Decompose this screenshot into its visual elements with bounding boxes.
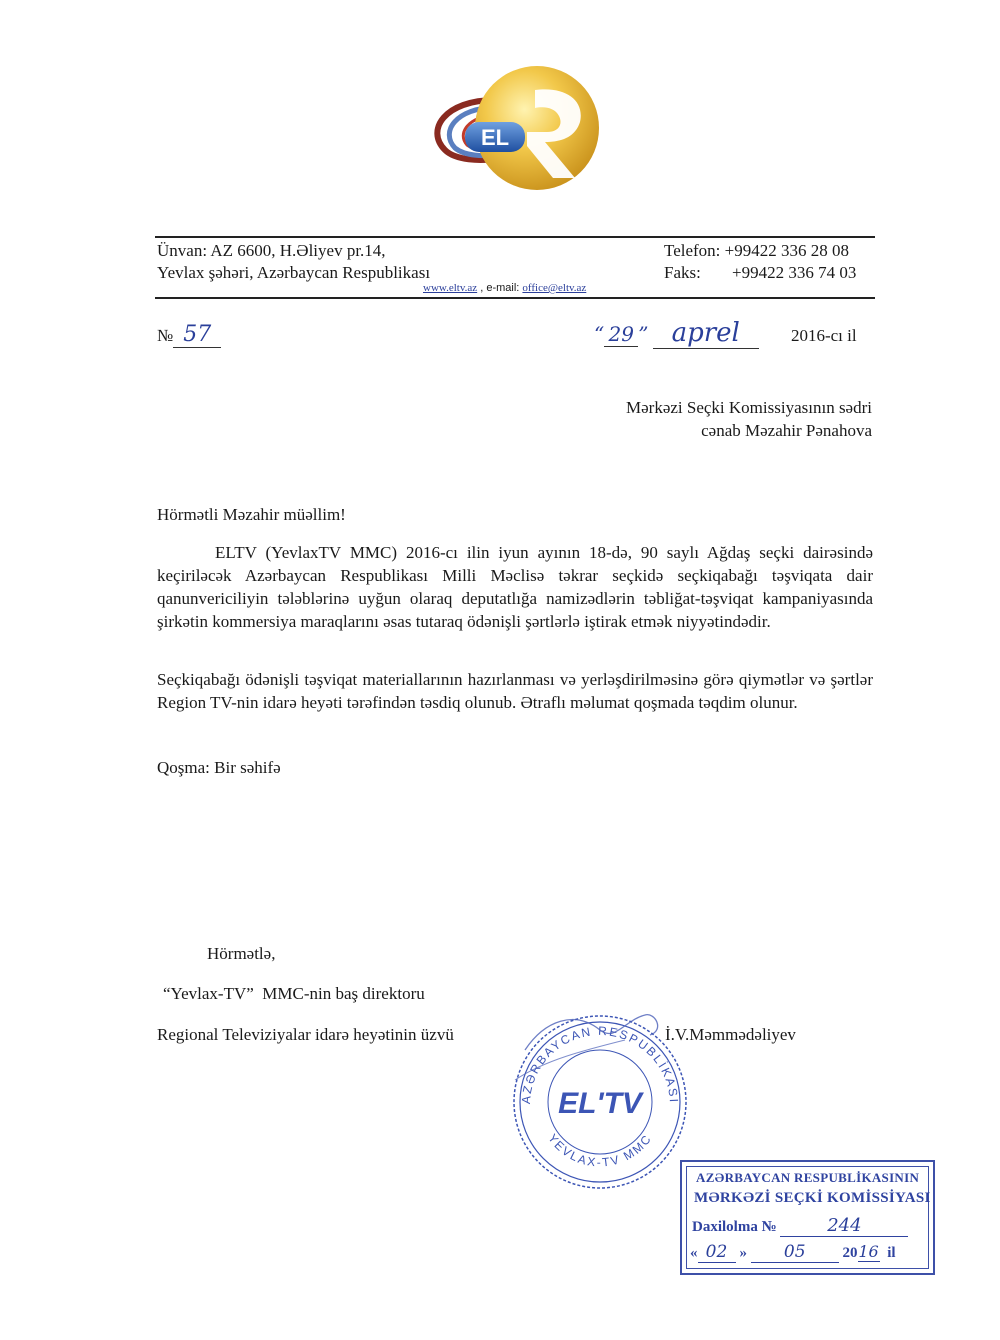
body-paragraph-2: Seçkiqabağı ödənişli təşviqat materiallarının hazırlanması və yerləşdirilməsinə görə qiymətlər və şərtlər Region TV-nin idarə heyəti tərəfindən təsdiq olunub. Ətraflı məlumat qoşmada təqdim olunur. xyxy=(157,670,873,712)
stamp-month: 05 xyxy=(751,1242,839,1263)
stamp-year-prefix: 20 xyxy=(842,1245,858,1261)
stamp-year-suffix: 16 xyxy=(858,1242,879,1261)
address-line-2: Yevlax şəhəri, Azərbaycan Respublikası xyxy=(157,263,431,282)
stamp-line-2: MƏRKƏZİ SEÇKİ KOMİSSİYASI xyxy=(694,1190,931,1206)
attachment-note: Qoşma: Bir səhifə xyxy=(157,758,281,777)
header-bottom-rule xyxy=(155,297,875,299)
seal-icon xyxy=(505,1010,695,1195)
fax-label: Faks: xyxy=(664,263,701,282)
seal-ring-top: AZƏRBAYCAN RESPUBLİKASI xyxy=(518,1023,682,1105)
signatory-name: İ.V.Məmmədəliyev xyxy=(665,1025,796,1044)
contact-links xyxy=(423,282,586,294)
date-year: 2016-cı il xyxy=(790,326,857,345)
phone-number: Telefon: +99422 336 28 08 xyxy=(664,241,849,260)
company-logo xyxy=(425,60,610,200)
recipient-line-2: cənab Məzahir Pənahova xyxy=(701,421,872,440)
registration-stamp xyxy=(680,1160,935,1275)
number-label: № xyxy=(157,326,174,345)
stamp-reg-label: Daxilolma № xyxy=(692,1219,777,1235)
email-label: , e-mail: xyxy=(480,282,520,294)
stamp-day: 02 xyxy=(698,1242,736,1263)
stamp-close-quote: » xyxy=(739,1245,747,1261)
eltv-logo-icon xyxy=(425,60,610,200)
recipient-block xyxy=(626,396,872,442)
seal-center-text: EL'TV xyxy=(558,1087,642,1120)
website-link[interactable]: www.eltv.az xyxy=(423,282,478,294)
address-line-1: Ünvan: AZ 6600, H.Əliyev pr.14, xyxy=(157,241,386,260)
closing-position-2: Regional Televiziyalar idarə heyətinin üzvü xyxy=(157,1025,454,1044)
logo-text: EL xyxy=(480,125,510,150)
number-value: 57 xyxy=(173,322,221,348)
stamp-reg-row xyxy=(692,1215,908,1237)
date-open-quote: “ xyxy=(594,322,605,346)
stamp-line-1: AZƏRBAYCAN RESPUBLİKASININ xyxy=(696,1170,920,1185)
date-day: 29 xyxy=(604,322,638,347)
stamp-year-label: il xyxy=(887,1245,896,1261)
closing-position-1: “Yevlax-TV” MMC-nin baş direktoru xyxy=(163,984,425,1003)
body-paragraph-1: ELTV (YevlaxTV MMC) 2016-cı ilin iyun ayının 18-də, 90 saylı Ağdaş seçki dairəsində keçiriləcək Azərbaycan Respublikası Milli Məclisə təkrar seçkidə seçkiqabağı təşviqata dair qanunvericiliyin tələblərinə uyğun olaraq deputatlığa namizədlərin təbliğat-təşviqat kampaniyasında şirkətin kommersiya maraqlarını əsas tutaraq ödənişli şərtlərlə iştirak etmək niyyətindədir. xyxy=(157,543,873,631)
stamp-date-row xyxy=(690,1242,896,1263)
email-link[interactable]: office@eltv.az xyxy=(522,282,587,294)
letter-date xyxy=(594,318,857,349)
date-close-quote: ” xyxy=(638,322,649,346)
recipient-line-1: Mərkəzi Seçki Komissiyasının sədri xyxy=(626,398,872,417)
round-seal xyxy=(505,1010,695,1195)
stamp-reg-value: 244 xyxy=(780,1215,908,1237)
salutation: Hörmətli Məzahir müəllim! xyxy=(157,505,346,524)
date-month: aprel xyxy=(653,318,759,349)
fax-number: +99422 336 74 03 xyxy=(732,263,857,282)
letter-number xyxy=(157,322,221,348)
seal-ring-bottom: YEVLAX-TV MMC xyxy=(545,1131,655,1170)
header-top-rule xyxy=(155,236,875,238)
closing-regards: Hörmətlə, xyxy=(207,944,276,963)
stamp-open-quote: « xyxy=(690,1245,698,1261)
